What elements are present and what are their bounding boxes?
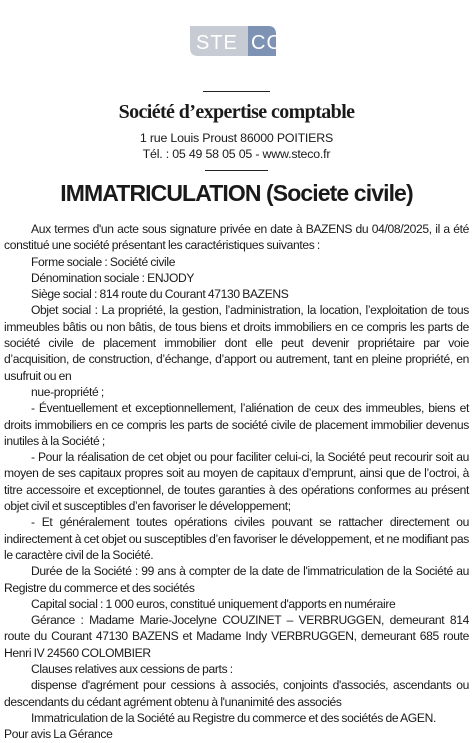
notice-paragraph: - Pour la réalisation de cet objet ou pour faciliter celui-ci, la Société peut recourir soit au moyen de ses capitaux propres soit au moyen de capitaux d’emprunt, ainsi que de l’octroi, à titre accessoire et exceptionnel, de toutes garanties à des opérations conformes au présent objet civil et susceptibles d’en favoriser le développement;	[4, 450, 469, 514]
notice-paragraph: Capital social : 1 000 euros, constitué uniquement d'apports en numéraire	[31, 596, 396, 611]
notice-paragraph: - Éventuellement et exceptionnellement, l’aliénation de ceux des immeubles, biens et droits immobiliers en ce compris les parts de société civile de placement immobilier devenus inutiles à la Société ;	[4, 401, 469, 448]
notice-paragraph: dispense d'agrément pour cessions à associés, conjoints d'associés, ascendants ou descendants du cédant agrément obtenu à l'unanimité des associés	[4, 678, 469, 709]
steco-logo	[186, 20, 283, 62]
notice-signature: Pour avis La Gérance	[4, 727, 113, 742]
notice-paragraph: Objet social : La propriété, la gestion, l’administration, la location, l’exploitation de tous immeubles bâtis ou non bâtis, de tous biens et droits immobiliers en ce compris les parts de société civile de placement immobilier dont elle peut devenir propriétaire par voie d’acquisition, de construction, d’échange, d’apport ou autrement, tant en pleine propriété, en usufruit ou en	[4, 303, 469, 383]
notice-paragraph: Dénomination sociale : ENJODY	[31, 270, 195, 285]
notice-paragraph: nue-propriété ;	[31, 384, 104, 399]
notice-paragraph: - Et généralement toutes opérations civiles pouvant se rattacher directement ou indirectement à cet objet ou susceptibles d’en favoriser le développement, et ne modifiant pas le caractère civil de la Société.	[4, 515, 469, 562]
notice-paragraph: Aux termes d'un acte sous signature privée en date à BAZENS du 04/08/2025, il a été constitué une société présentant les caractéristiques suivantes :	[4, 222, 469, 253]
notice-body	[4, 221, 469, 743]
svg-text:CO: CO	[251, 32, 283, 54]
notice-paragraph: Clauses relatives aux cessions de parts :	[31, 662, 233, 677]
notice-title: IMMATRICULATION (Societe civile)	[60, 180, 413, 206]
divider	[203, 91, 270, 92]
firm-name: Société d’expertise comptable	[118, 101, 355, 123]
notice-paragraph: Gérance : Madame Marie-Jocelyne COUZINET – VERBRUGGEN, demeurant 814 route du Courant 47130 BAZENS et Madame Indy VERBRUGGEN, demeurant 685 route Henri IV 24560 COLOMBIER	[4, 613, 469, 660]
notice-paragraph: Forme sociale : Société civile	[31, 254, 176, 269]
firm-address: 1 rue Louis Proust 86000 POITIERS	[139, 131, 334, 145]
divider	[205, 170, 268, 171]
notice-paragraph: Siège social : 814 route du Courant 47130 BAZENS	[31, 287, 289, 302]
svg-text:STE: STE	[196, 32, 238, 54]
notice-paragraph: Immatriculation de la Société au Registre du commerce et des sociétés de AGEN.	[31, 710, 436, 725]
notice-paragraph: Durée de la Société : 99 ans à compter de la date de l'immatriculation de la Société au Registre du commerce et des sociétés	[4, 564, 469, 595]
firm-contact: Tél. : 05 49 58 05 05 - www.steco.fr	[142, 147, 331, 161]
